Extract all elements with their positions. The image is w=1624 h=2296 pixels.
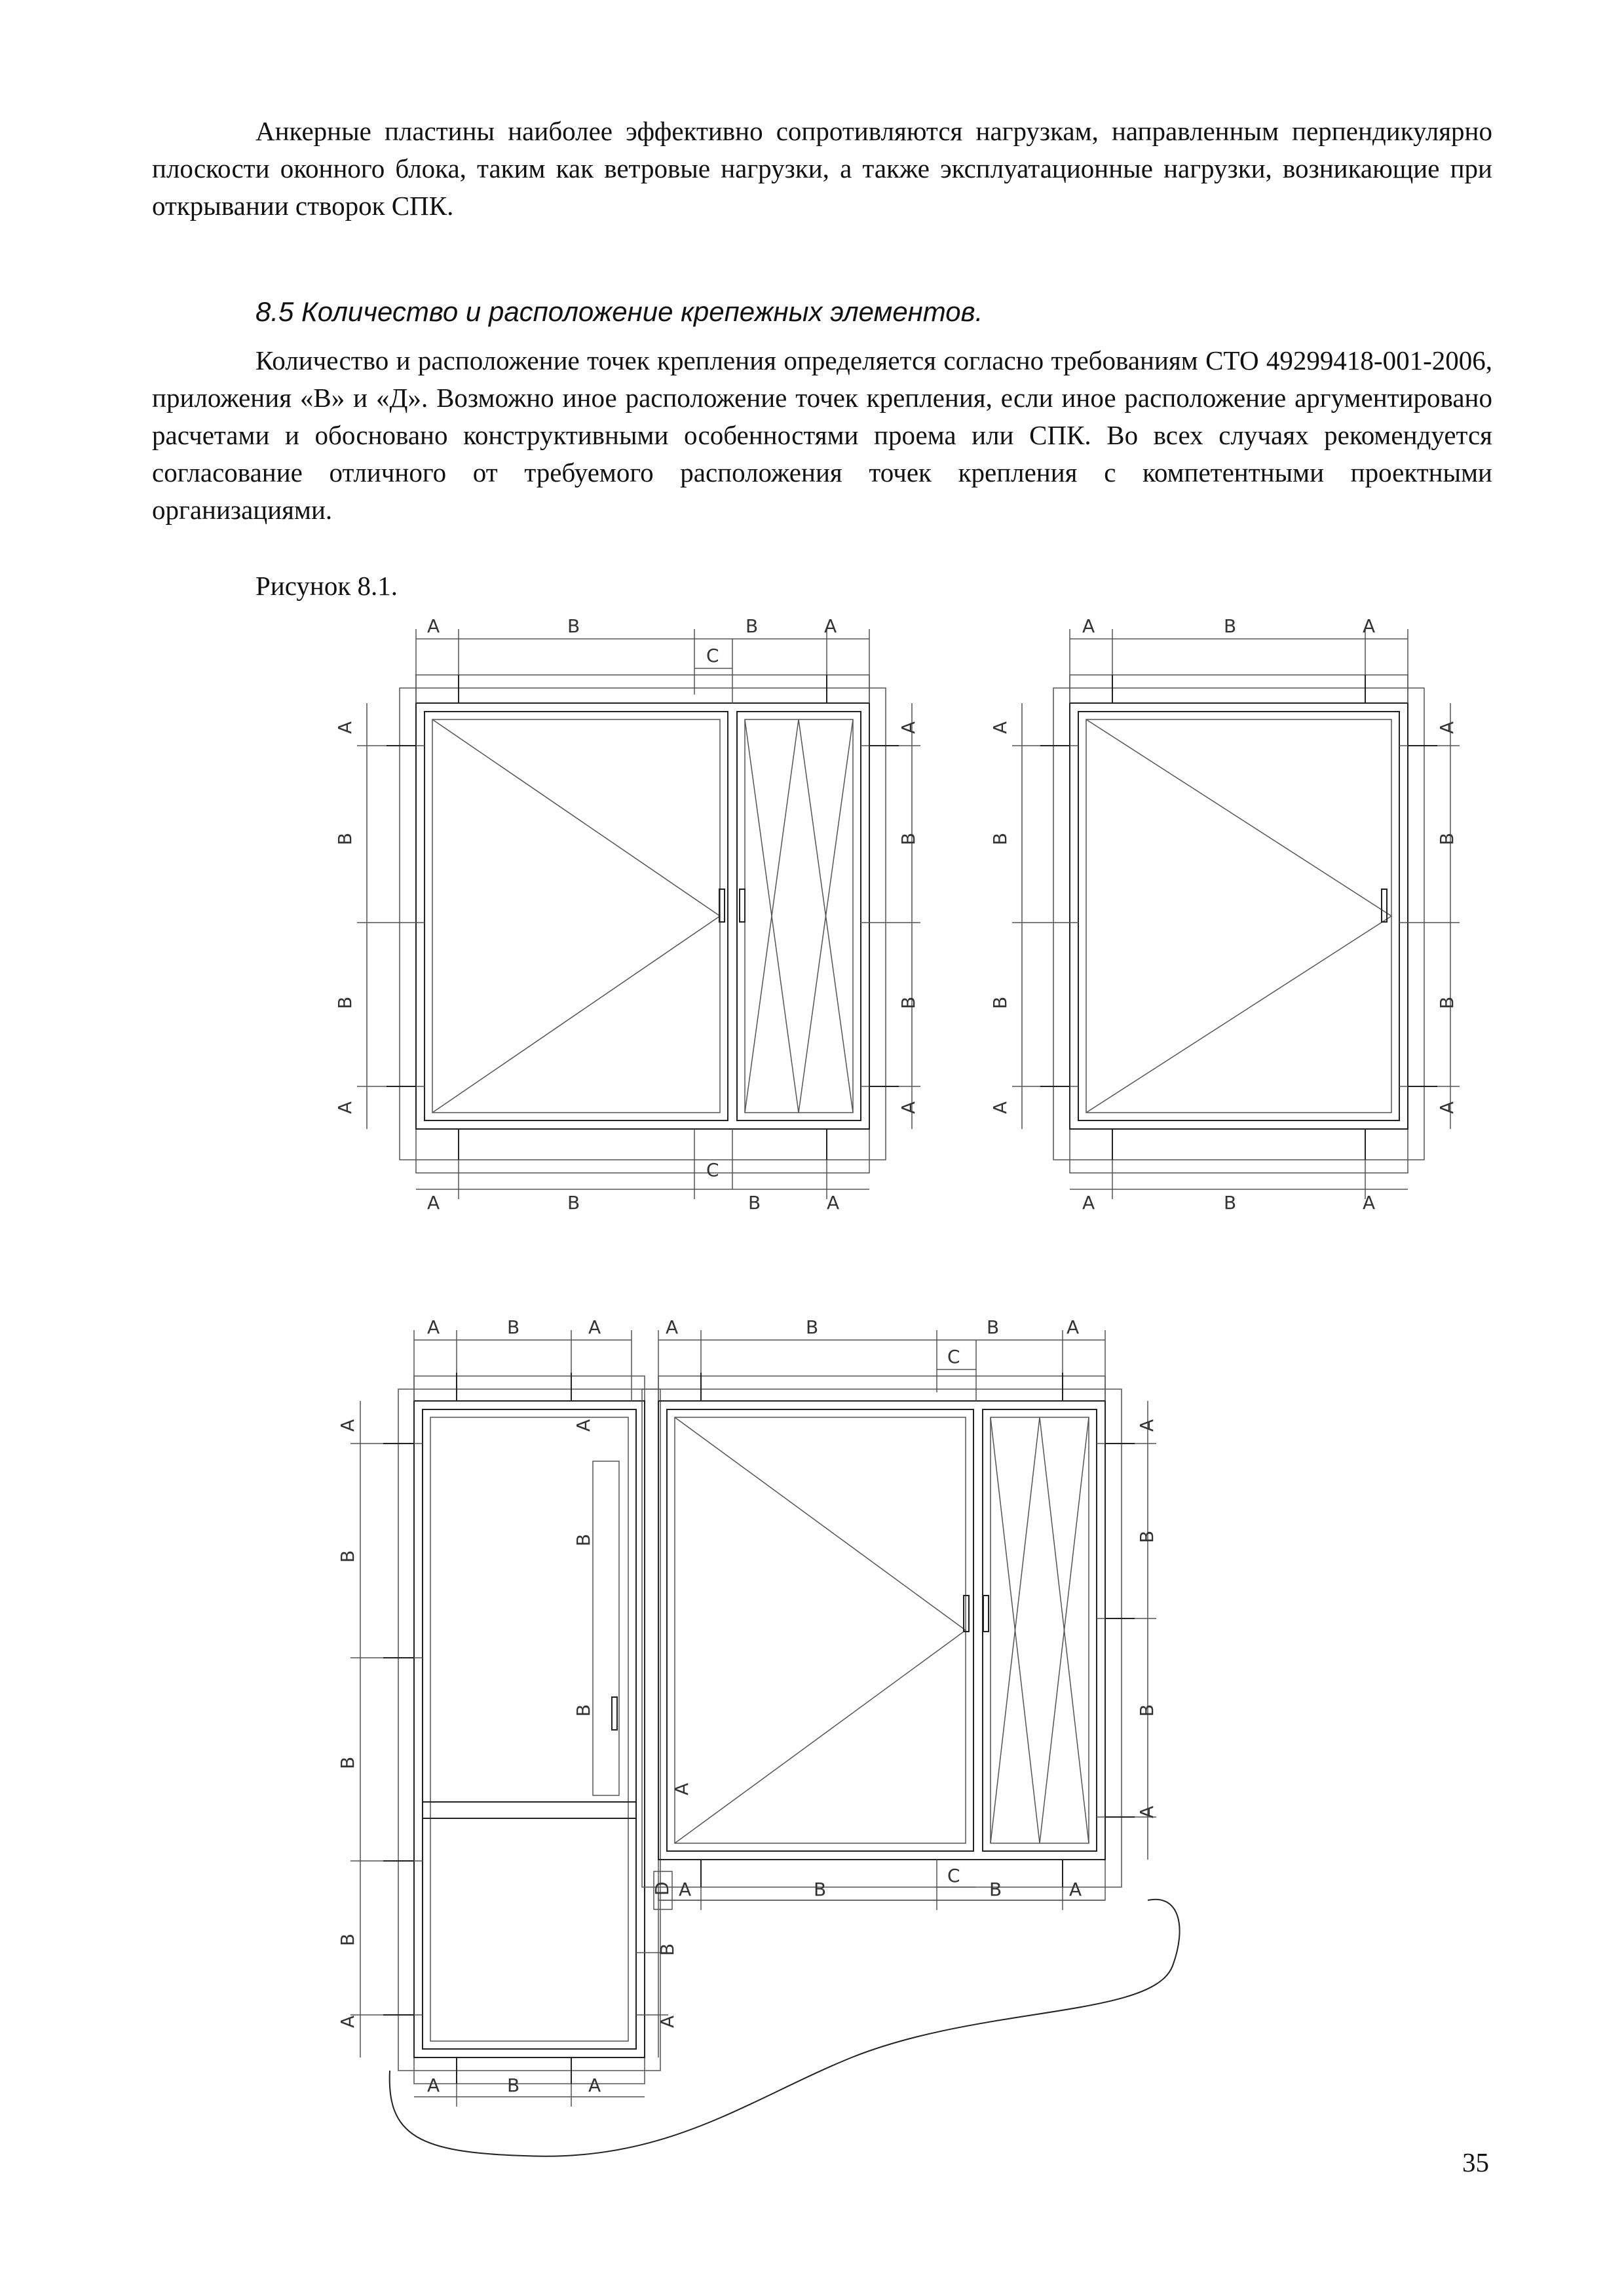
svg-text:C: C	[706, 645, 719, 666]
svg-text:A: A	[1363, 1192, 1376, 1214]
svg-text:B: B	[1224, 1192, 1237, 1214]
svg-text:A: A	[1082, 1192, 1095, 1214]
svg-text:A: A	[337, 2015, 358, 2028]
drawing-single-window	[1012, 629, 1460, 1199]
svg-text:B: B	[337, 1933, 358, 1946]
svg-text:A: A	[897, 721, 919, 734]
section-paragraph: Количество и расположение точек крепления определяется согласно требованиям СТО 49299418-001-2006, приложения «В» и «Д». Возможно иное расположение точек крепления, если иное расположение аргументировано расчетами и обосновано конструктивными особенностями проема или СПК. Во всех случаях рекомендуется согласование отличного от требуемого расположения точек крепления с компетентными проектными организациями.	[152, 345, 1492, 525]
svg-text:B: B	[989, 832, 1011, 845]
svg-text:A: A	[671, 1782, 692, 1795]
svg-text:B: B	[989, 1879, 1002, 1900]
svg-text:B: B	[806, 1316, 819, 1338]
svg-text:B: B	[334, 832, 356, 845]
svg-text:A: A	[1436, 721, 1458, 734]
svg-text:A: A	[1363, 615, 1376, 637]
section-heading: 8.5 Количество и расположение крепежных элементов.	[255, 296, 983, 327]
svg-text:A: A	[334, 721, 356, 734]
svg-text:B: B	[573, 1533, 594, 1546]
svg-text:A: A	[1082, 615, 1095, 637]
svg-text:A: A	[588, 2075, 601, 2096]
svg-text:A: A	[573, 1419, 594, 1432]
svg-text:A: A	[824, 615, 837, 637]
svg-text:B: B	[337, 1756, 358, 1769]
svg-text:B: B	[989, 996, 1011, 1009]
drawing-double-window	[357, 629, 920, 1199]
svg-text:A: A	[1436, 1101, 1458, 1114]
svg-text:B: B	[507, 1316, 520, 1338]
svg-text:A: A	[427, 2075, 440, 2096]
svg-text:A: A	[1069, 1879, 1082, 1900]
svg-text:A: A	[679, 1879, 692, 1900]
svg-text:B: B	[814, 1879, 827, 1900]
svg-text:B: B	[1436, 832, 1458, 845]
svg-text:A: A	[337, 1419, 358, 1432]
svg-text:C: C	[947, 1346, 960, 1368]
svg-text:B: B	[567, 1192, 580, 1214]
svg-text:A: A	[989, 721, 1011, 734]
svg-text:B: B	[897, 996, 919, 1009]
svg-text:C: C	[706, 1159, 719, 1181]
svg-text:B: B	[1136, 1530, 1158, 1543]
svg-text:B: B	[897, 832, 919, 845]
svg-text:B: B	[656, 1943, 678, 1956]
intro-paragraph: Анкерные пластины наиболее эффективно сопротивляются нагрузкам, направленным перпендикулярно плоскости оконного блока, таким как ветровые нагрузки, а также эксплуатационные нагрузки, возникающие при открывании створок СПК.	[152, 116, 1492, 221]
svg-text:B: B	[334, 996, 356, 1009]
svg-text:B: B	[748, 1192, 761, 1214]
svg-text:A: A	[1067, 1316, 1080, 1338]
drawing-double-window-labels	[334, 615, 919, 1214]
svg-text:A: A	[1136, 1805, 1158, 1818]
svg-text:B: B	[1436, 996, 1458, 1009]
drawing-balcony-block	[350, 1330, 1180, 2156]
svg-text:B: B	[567, 615, 580, 637]
svg-text:D: D	[651, 1881, 673, 1896]
svg-text:A: A	[334, 1101, 356, 1114]
svg-text:B: B	[1136, 1704, 1158, 1717]
svg-text:B: B	[987, 1316, 1000, 1338]
svg-text:B: B	[1224, 615, 1237, 637]
drawing-balcony-block-labels	[337, 1316, 1158, 2096]
svg-text:A: A	[827, 1192, 840, 1214]
svg-text:A: A	[427, 1192, 440, 1214]
svg-text:B: B	[573, 1704, 594, 1717]
svg-text:A: A	[989, 1101, 1011, 1114]
svg-text:B: B	[746, 615, 759, 637]
svg-text:B: B	[337, 1550, 358, 1563]
figure-caption: Рисунок 8.1.	[255, 571, 398, 601]
svg-text:A: A	[427, 1316, 440, 1338]
svg-text:A: A	[897, 1101, 919, 1114]
svg-text:A: A	[666, 1316, 679, 1338]
svg-text:C: C	[947, 1865, 960, 1886]
svg-text:A: A	[427, 615, 440, 637]
svg-text:B: B	[507, 2075, 520, 2096]
svg-text:A: A	[1136, 1419, 1158, 1432]
page-number: 35	[1462, 2147, 1489, 2177]
svg-text:A: A	[588, 1316, 601, 1338]
svg-text:A: A	[656, 2015, 678, 2028]
